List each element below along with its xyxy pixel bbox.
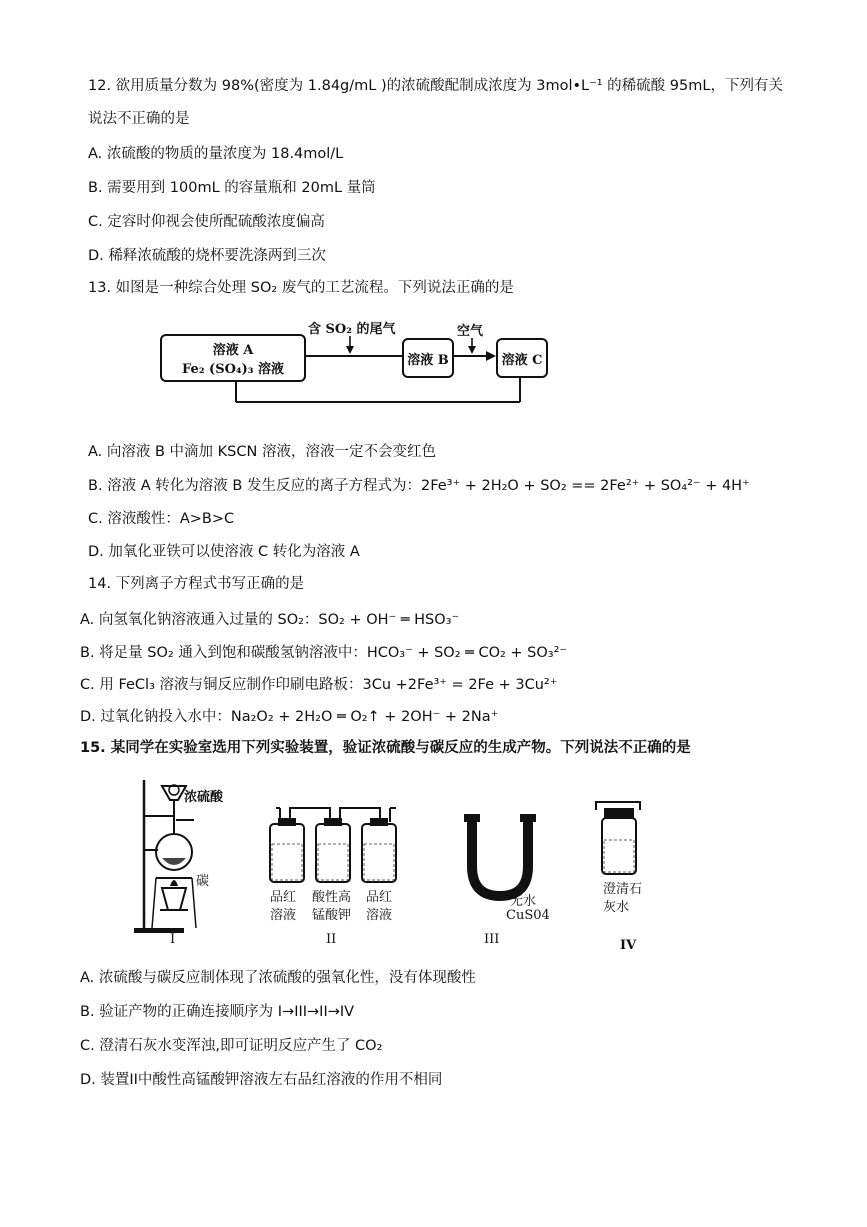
- apparatus-drawings: [130, 780, 670, 955]
- roman-iv: IV: [620, 938, 637, 953]
- q12-stem-line1: 12. 欲用质量分数为 98%(密度为 1.84g/mL )的浓硫酸配制成浓度为 3mol•L⁻¹ 的稀硫酸 95mL，下列有关: [88, 78, 783, 94]
- q12-option-d: D. 稀释浓硫酸的烧杯要洗涤两到三次: [88, 248, 326, 264]
- q15-stem: 15. 某同学在实验室选用下列实验装置，验证浓硫酸与碳反应的生成产物。下列说法不正确的是: [80, 740, 691, 756]
- q14-option-a: A. 向氢氧化钠溶液通入过量的 SO₂：SO₂ + OH⁻ ═ HSO₃⁻: [80, 612, 460, 628]
- q14-option-b: B. 将足量 SO₂ 通入到饱和碳酸氢钠溶液中：HCO₃⁻ + SO₂ ═ CO₂ + SO₃²⁻: [80, 645, 568, 661]
- solution-c-box: [496, 338, 548, 378]
- tail-gas-label: 含 SO₂ 的尾气: [308, 322, 396, 337]
- q12-stem-line2: 说法不正确的是: [88, 111, 190, 127]
- q14-option-d: D. 过氧化钠投入水中：Na₂O₂ + 2H₂O ═ O₂↑ + 2OH⁻ + 2Na⁺: [80, 709, 499, 725]
- q13-stem: 13. 如图是一种综合处理 SO₂ 废气的工艺流程。下列说法正确的是: [88, 280, 514, 296]
- apparatus-iv-drawing: [596, 802, 640, 874]
- q14-option-c: C. 用 FeCl₃ 溶液与铜反应制作印刷电路板：3Cu +2Fe³⁺ = 2Fe + 3Cu²⁺: [80, 677, 558, 693]
- solution-c-label: 溶液 C: [501, 352, 543, 368]
- q15-option-c: C. 澄清石灰水变浑浊,即可证明反应产生了 CO₂: [80, 1038, 383, 1054]
- q13-option-a: A. 向溶液 B 中滴加 KSCN 溶液，溶液一定不会变红色: [88, 444, 436, 460]
- q15-option-b: B. 验证产物的正确连接顺序为 I→III→II→IV: [80, 1004, 355, 1020]
- q12-option-b: B. 需要用到 100mL 的容量瓶和 20mL 量筒: [88, 180, 376, 196]
- roman-ii: II: [326, 932, 337, 947]
- limewater-label-line2: 灰水: [603, 900, 630, 915]
- solution-a-formula: Fe₂ (SO₄)₃ 溶液: [182, 362, 284, 377]
- anhydrous-label: 无水: [510, 894, 537, 909]
- bottle1-label-line2: 溶液: [270, 908, 297, 923]
- q12-option-c: C. 定容时仰视会使所配硫酸浓度偏高: [88, 214, 325, 230]
- q14-stem: 14. 下列离子方程式书写正确的是: [88, 576, 305, 592]
- bottle2-label-line2: 锰酸钾: [312, 908, 352, 923]
- solution-b-box: [402, 338, 454, 378]
- bottle1-label-line1: 品红: [270, 890, 297, 905]
- bottle3-label-line1: 品红: [366, 890, 393, 905]
- q13-option-c: C. 溶液酸性：A>B>C: [88, 511, 235, 527]
- apparatus-iii-drawing: [464, 814, 536, 896]
- solution-a-name: 溶液 A: [212, 343, 254, 358]
- solution-b-label: 溶液 B: [407, 352, 449, 368]
- limewater-label-line1: 澄清石: [603, 882, 643, 897]
- air-label: 空气: [457, 324, 484, 339]
- q15-option-d: D. 装置II中酸性高锰酸钾溶液左右品红溶液的作用不相同: [80, 1072, 443, 1088]
- carbon-label: 碳: [196, 874, 210, 889]
- cuso4-label: CuS04: [506, 908, 550, 923]
- q15-option-a: A. 浓硫酸与碳反应制体现了浓硫酸的强氧化性，没有体现酸性: [80, 970, 476, 986]
- q13-option-d: D. 加氧化亚铁可以使溶液 C 转化为溶液 A: [88, 544, 360, 560]
- conc-acid-label: 浓硫酸: [184, 790, 224, 805]
- bottle2-label-line1: 酸性高: [312, 890, 352, 905]
- roman-i: I: [170, 932, 176, 947]
- bottle3-label-line2: 溶液: [366, 908, 393, 923]
- solution-a-box: [160, 334, 306, 382]
- apparatus-ii-drawing: [270, 808, 396, 882]
- q12-option-a: A. 浓硫酸的物质的量浓度为 18.4mol/L: [88, 146, 344, 162]
- roman-iii: III: [484, 932, 500, 947]
- q13-option-b: B. 溶液 A 转化为溶液 B 发生反应的离子方程式为：2Fe³⁺ + 2H₂O + SO₂ == 2Fe²⁺ + SO₄²⁻ + 4H⁺: [88, 478, 750, 494]
